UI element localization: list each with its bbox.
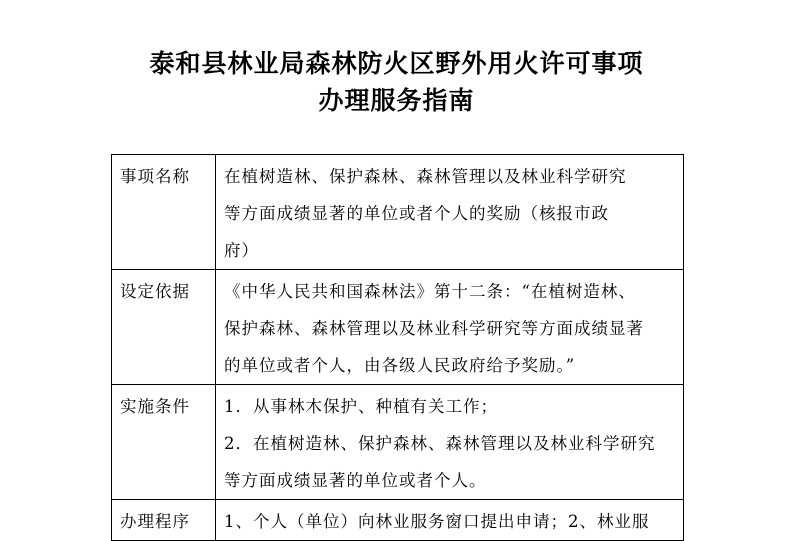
- content-line: 等方面成绩显著的单位或者个人。: [224, 471, 487, 490]
- content-line: 1．从事林木保护、种植有关工作；: [224, 397, 498, 416]
- table-row-legal-basis: [112, 270, 684, 385]
- table-row-item-name: [112, 155, 684, 270]
- row-content-conditions: [216, 385, 684, 500]
- content-line: 《中华人民共和国森林法》第十二条：“在植树造林、: [224, 282, 636, 301]
- content-line: 的单位或者个人，由各级人民政府给予奖励。”: [224, 356, 576, 375]
- row-label-procedure: 办理程序: [112, 500, 216, 541]
- row-content-procedure: [216, 500, 684, 541]
- document-title-line-1: 泰和县林业局森林防火区野外用火许可事项: [149, 49, 644, 78]
- row-label-item-name: 事项名称: [112, 155, 216, 270]
- content-line: 府）: [224, 241, 259, 260]
- row-content-item-name: [216, 155, 684, 270]
- table-row-procedure: [112, 500, 684, 541]
- row-label-legal-basis: 设定依据: [112, 270, 216, 385]
- row-content-legal-basis: [216, 270, 684, 385]
- document-title-line-2: 办理服务指南: [318, 86, 475, 115]
- content-line: 2．在植树造林、保护森林、森林管理以及林业科学研究: [224, 434, 656, 453]
- row-label-conditions: 实施条件: [112, 385, 216, 500]
- content-line: 保护森林、森林管理以及林业科学研究等方面成绩显著: [224, 319, 644, 338]
- content-line: 在植树造林、保护森林、森林管理以及林业科学研究: [224, 167, 627, 186]
- content-line: 等方面成绩显著的单位或者个人的奖励（核报市政: [224, 204, 609, 223]
- service-guide-table: [111, 154, 684, 541]
- content-line: 1、个人（单位）向林业服务窗口提出申请；2、林业服: [224, 512, 650, 531]
- table-row-conditions: [112, 385, 684, 500]
